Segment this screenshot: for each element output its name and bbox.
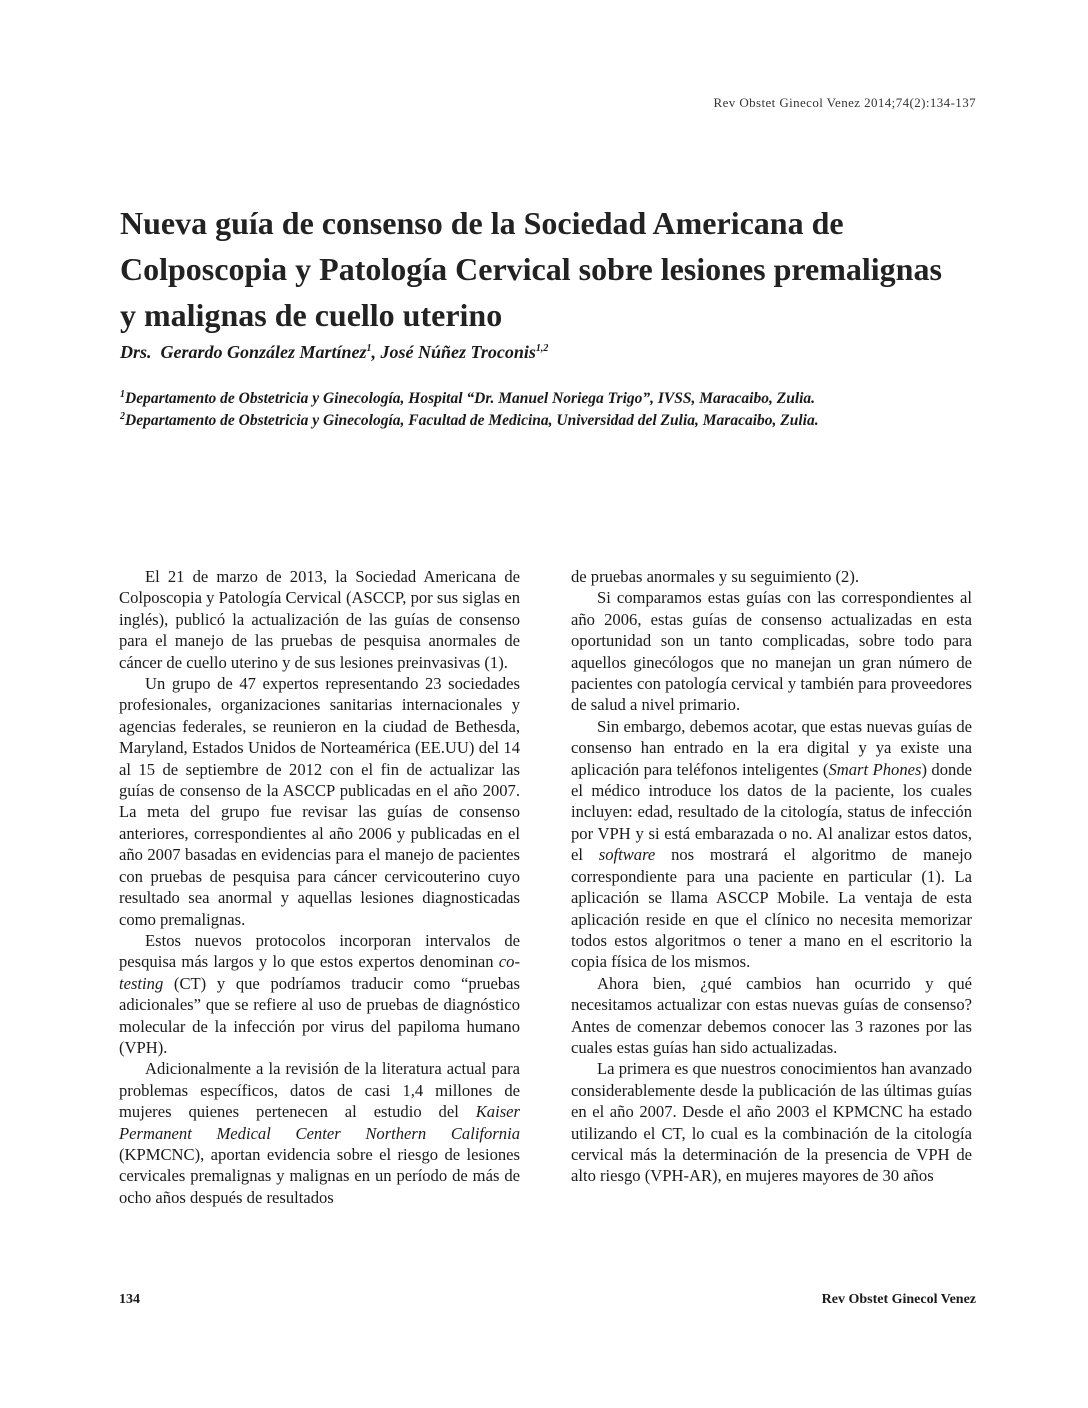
affiliation-2-marker: 2 bbox=[120, 410, 125, 422]
body-column-right bbox=[571, 566, 972, 1187]
italic-term: co-testing bbox=[119, 952, 520, 993]
author-2-affiliation: 1,2 bbox=[535, 343, 549, 354]
page-number: 134 bbox=[119, 1292, 140, 1307]
author-2: José Núñez Troconis bbox=[380, 342, 536, 362]
paragraph: Estos nuevos protocolos incorporan intervalos de pesquisa más largos y lo que estos expertos denominan co-testing (CT) y que podríamos traducir como “pruebas adicionales” que se refiere al uso de pruebas de diagnóstico molecular de la infección por virus del papiloma humano (VPH). bbox=[119, 930, 520, 1057]
affiliation-1-text: Departamento de Obstetricia y Ginecología, Hospital “Dr. Manuel Noriega Trigo”, IVSS, Maracaibo, Zulia. bbox=[125, 390, 816, 407]
footer-journal: Rev Obstet Ginecol Venez bbox=[821, 1292, 976, 1307]
paragraph: Sin embargo, debemos acotar, que estas nuevas guías de consenso han entrado en la era digital y ya existe una aplicación para teléfonos inteligentes (Smart Phones) donde el médico introduce los datos de la paciente, los cuales incluyen: edad, resultado de la citología, status de infección por VPH y si está embarazada o no. Al analizar estos datos, el software nos mostrará el algoritmo de manejo correspondiente para una paciente en particular (1). La aplicación se llama ASCCP Mobile. La ventaja de esta aplicación reside en que el clínico no necesita memorizar todos estos algoritmos o tener a mano en el escritorio la copia física de los mismos. bbox=[571, 716, 973, 972]
paragraph: El 21 de marzo de 2013, la Sociedad Americana de Colposcopia y Patología Cervical (ASCCP, por sus siglas en inglés), publicó la actualización de las guías de consenso para el manejo de las pruebas de pesquisa anormales de cáncer de cuello uterino y de sus lesiones preinvasivas (1). bbox=[119, 567, 520, 672]
affiliation-2-text: Departamento de Obstetricia y Ginecología, Facultad de Medicina, Universidad del Zulia, Maracaibo, Zulia. bbox=[125, 412, 819, 429]
author-1-affiliation: 1 bbox=[366, 343, 372, 354]
paragraph: La primera es que nuestros conocimientos han avanzado considerablemente desde la publicación de las últimas guías en el año 2007. Desde el año 2003 el KPMCNC ha estado utilizando el CT, lo cual es la combinación de la citología cervical más la determinación de la presencia de VPH de alto riesgo (VPH-AR), en mujeres mayores de 30 años bbox=[571, 1059, 972, 1186]
paragraph: Adicionalmente a la revisión de la literatura actual para problemas específicos, datos de casi 1,4 millones de mujeres quienes pertenecen al estudio del Kaiser Permanent Medical Center Northern California (KPMCNC), aportan evidencia sobre el riesgo de lesiones cervicales premalignas y malignas en un período de más de ocho años después de resultados bbox=[119, 1059, 520, 1207]
affiliation-1 bbox=[120, 388, 980, 410]
affiliation-1-marker: 1 bbox=[120, 388, 125, 400]
affiliations bbox=[120, 388, 980, 432]
article-title: Nueva guía de consenso de la Sociedad Americana de Colposcopia y Patología Cervical sobre lesiones premalignas y malignas de cuello uterino bbox=[120, 205, 942, 333]
authors-prefix: Drs. bbox=[120, 342, 152, 362]
author-1: Gerardo González Martínez bbox=[160, 342, 367, 362]
paragraph-continued: de pruebas anormales y su seguimiento (2). bbox=[571, 567, 860, 586]
paragraph: Ahora bien, ¿qué cambios han ocurrido y qué necesitamos actualizar con estas nuevas guías de consenso? Antes de comenzar debemos conocer las 3 razones por las cuales estas guías han sido actualizadas. bbox=[571, 973, 972, 1057]
body-column-left bbox=[119, 566, 520, 1208]
italic-term: software bbox=[598, 845, 656, 865]
paragraph: Un grupo de 47 expertos representando 23 sociedades profesionales, organizaciones sanitarias internacionales y agencias federales, se reunieron en la ciudad de Bethesda, Maryland, Estados Unidos de Norteamérica (EE.UU) del 14 al 15 de septiembre de 2012 con el fin de actualizar las guías de consenso de la ASCCP publicadas en el año 2007. La meta del grupo fue revisar las guías de consenso anteriores, correspondientes al año 2006 y publicadas en el año 2007 basadas en evidencias para el manejo de pacientes con pruebas de pesquisa para cáncer cervicouterino cuyo resultado sea anormal y aquellas lesiones diagnosticadas como premalignas. bbox=[119, 674, 520, 929]
paragraph: Si comparamos estas guías con las correspondientes al año 2006, estas guías de consenso actualizadas en esta oportunidad son un tanto complicadas, sobre todo para aquellos ginecólogos que no manejan un gran número de pacientes con patología cervical y también para proveedores de salud a nivel primario. bbox=[571, 588, 972, 715]
author-line: Drs. Gerardo González Martínez$^1$, José Núñez Troconis$^{1,2}$ bbox=[120, 342, 549, 362]
italic-term: Smart Phones bbox=[828, 759, 922, 779]
italic-term: Kaiser Permanent Medical Center Northern California bbox=[119, 1102, 520, 1143]
running-head: Rev Obstet Ginecol Venez 2014;74(2):134-137 bbox=[713, 95, 976, 110]
affiliation-2 bbox=[120, 410, 980, 432]
